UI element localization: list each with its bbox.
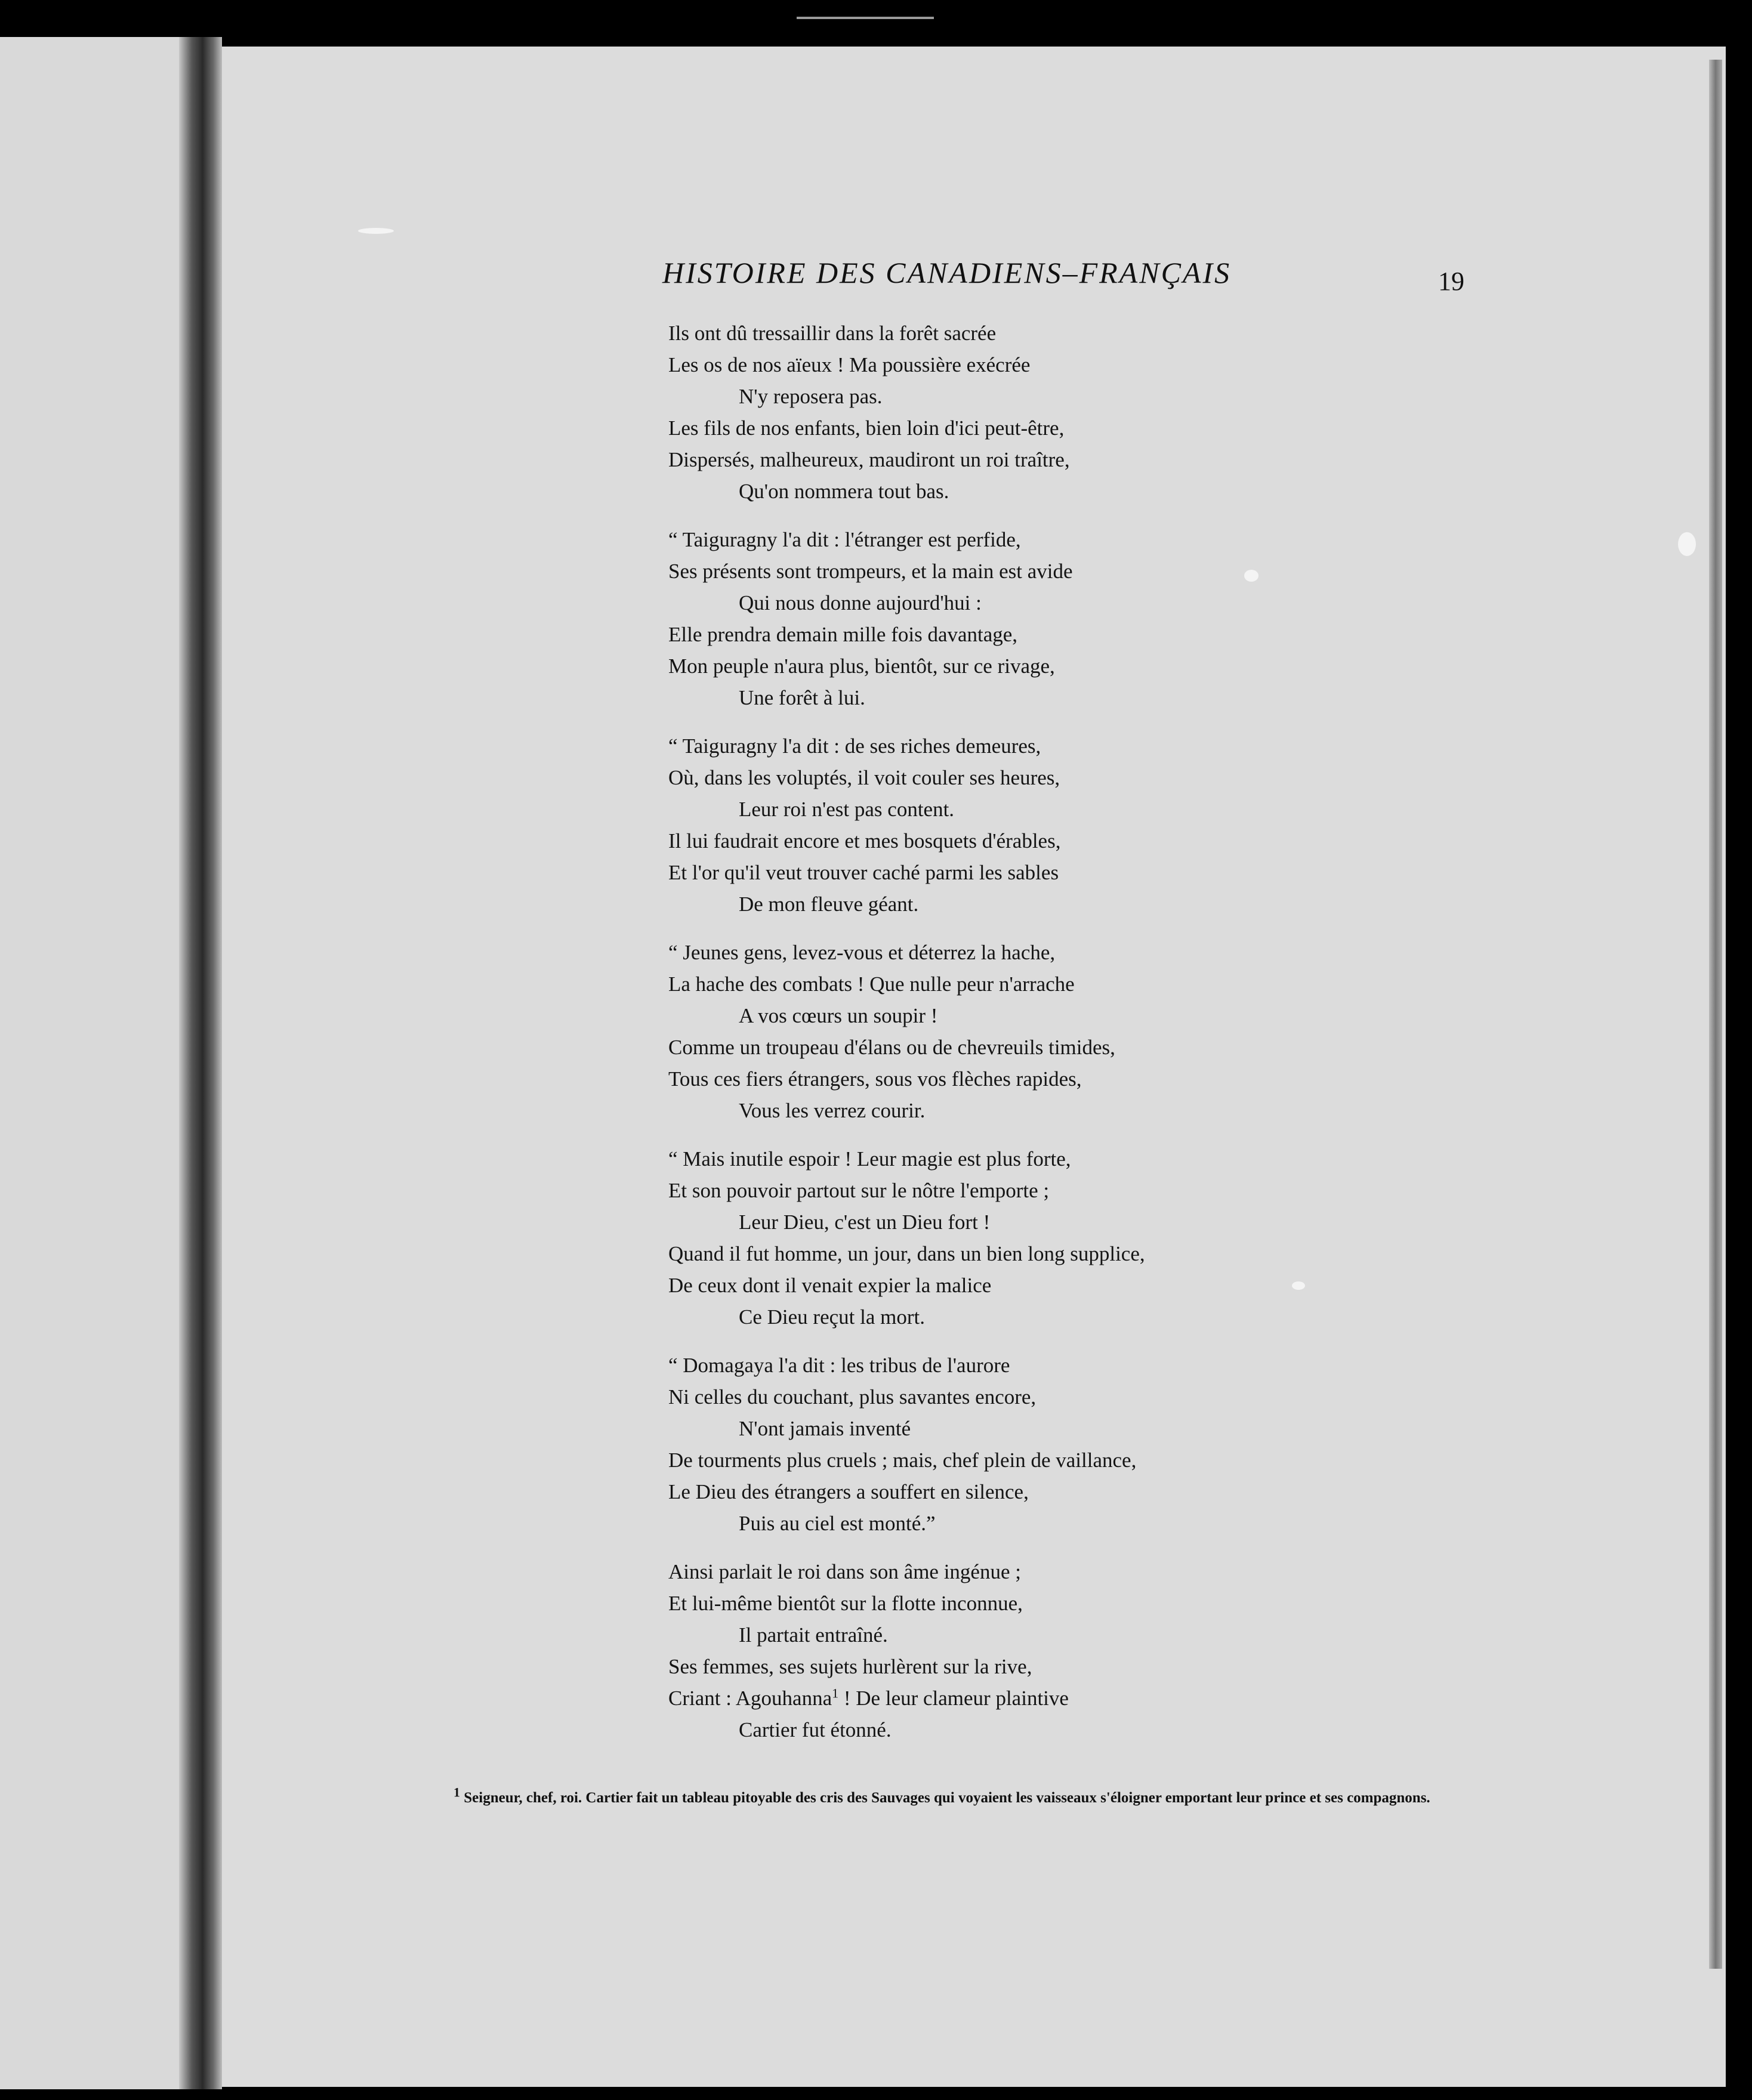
footnote-reference: 1: [832, 1685, 839, 1701]
poem-line: Qu'on nommera tout bas.: [739, 480, 949, 503]
page-edge-shadow: [1709, 60, 1722, 1969]
poem-line: Il lui faudrait encore et mes bosquets d'érables,: [668, 829, 1061, 853]
book-spine: [179, 37, 222, 2089]
poem-line: De tourments plus cruels ; mais, chef plein de vaillance,: [668, 1449, 1137, 1472]
poem-line: Et lui-même bientôt sur la flotte inconnue,: [668, 1592, 1023, 1615]
top-scan-mark: [797, 17, 934, 19]
stanza-6: [668, 1349, 1265, 1539]
page-number: 19: [1438, 267, 1464, 296]
poem-line: Ses présents sont trompeurs, et la main est avide: [668, 560, 1073, 583]
poem-line: Comme un troupeau d'élans ou de chevreuils timides,: [668, 1036, 1115, 1059]
stanza-7: [668, 1556, 1265, 1746]
poem-body: [668, 317, 1265, 1762]
scan-speck: [358, 228, 394, 234]
stanza-3: [668, 730, 1265, 920]
poem-line: Et l'or qu'il veut trouver caché parmi les sables: [668, 861, 1059, 884]
poem-line: De mon fleuve géant.: [739, 892, 919, 916]
poem-line: “ Taiguragny l'a dit : l'étranger est perfide,: [668, 528, 1021, 551]
scan-speck: [1678, 532, 1696, 556]
scan-speck: [1244, 570, 1259, 582]
poem-line: Ses femmes, ses sujets hurlèrent sur la rive,: [668, 1655, 1032, 1678]
footnote-text: Seigneur, chef, roi. Cartier fait un tableau pitoyable des cris des Sauvages qui voyaient les vaisseaux s'éloigner emportant leur prince et ses compagnons.: [464, 1790, 1430, 1806]
scan-speck: [1292, 1281, 1305, 1290]
footnote: [418, 1786, 1456, 1811]
poem-line: Vous les verrez courir.: [739, 1099, 926, 1122]
poem-line: Tous ces fiers étrangers, sous vos flèches rapides,: [668, 1067, 1082, 1091]
poem-line: Et son pouvoir partout sur le nôtre l'emporte ;: [668, 1179, 1050, 1202]
poem-line: Les os de nos aïeux ! Ma poussière exécrée: [668, 353, 1031, 376]
poem-line: Cartier fut étonné.: [739, 1718, 892, 1741]
poem-line: Elle prendra demain mille fois davantage,: [668, 623, 1018, 646]
poem-line: Ainsi parlait le roi dans son âme ingénue ;: [668, 1560, 1021, 1583]
poem-line: Mon peuple n'aura plus, bientôt, sur ce rivage,: [668, 654, 1055, 678]
poem-line: Leur Dieu, c'est un Dieu fort !: [739, 1210, 991, 1234]
left-facing-page: [0, 37, 186, 2089]
poem-line: Ni celles du couchant, plus savantes encore,: [668, 1385, 1037, 1409]
stanza-2: [668, 524, 1265, 714]
poem-line: Où, dans les voluptés, il voit couler ses heures,: [668, 766, 1060, 789]
line-text: Criant : Agouhanna: [668, 1687, 832, 1710]
stanza-5: [668, 1143, 1265, 1333]
poem-line: Ce Dieu reçut la mort.: [739, 1305, 925, 1329]
poem-line: A vos cœurs un soupir !: [739, 1004, 938, 1027]
stanza-1: [668, 317, 1265, 507]
poem-line: N'y reposera pas.: [739, 385, 883, 408]
poem-line: Il partait entraîné.: [739, 1623, 888, 1647]
poem-line: Le Dieu des étrangers a souffert en silence,: [668, 1480, 1029, 1503]
poem-line: “ Taiguragny l'a dit : de ses riches demeures,: [668, 734, 1041, 758]
running-header-title: HISTOIRE DES CANADIENS–FRANÇAIS: [662, 256, 1232, 289]
poem-line: La hache des combats ! Que nulle peur n'arrache: [668, 972, 1075, 996]
line-text-continued: ! De leur clameur plaintive: [838, 1687, 1069, 1710]
poem-line: Les fils de nos enfants, bien loin d'ici peut-être,: [668, 416, 1065, 440]
poem-line: Qui nous donne aujourd'hui :: [739, 591, 982, 614]
footnote-marker: 1: [454, 1784, 460, 1800]
poem-line: “ Jeunes gens, levez-vous et déterrez la hache,: [668, 941, 1056, 964]
poem-line: “ Domagaya l'a dit : les tribus de l'aurore: [668, 1354, 1010, 1377]
poem-line: “ Mais inutile espoir ! Leur magie est plus forte,: [668, 1147, 1071, 1171]
poem-line: Leur roi n'est pas content.: [739, 798, 955, 821]
poem-line: Dispersés, malheureux, maudiront un roi traître,: [668, 448, 1070, 471]
poem-line: Une forêt à lui.: [739, 686, 865, 709]
poem-line: Ils ont dû tressaillir dans la forêt sacrée: [668, 322, 997, 345]
poem-line: De ceux dont il venait expier la malice: [668, 1274, 992, 1297]
stanza-4: [668, 937, 1265, 1126]
poem-line: Quand il fut homme, un jour, dans un bien long supplice,: [668, 1242, 1145, 1265]
poem-line: N'ont jamais inventé: [739, 1417, 911, 1440]
poem-line-with-footnote-ref: [668, 1682, 1265, 1714]
poem-line: Puis au ciel est monté.”: [739, 1512, 936, 1535]
